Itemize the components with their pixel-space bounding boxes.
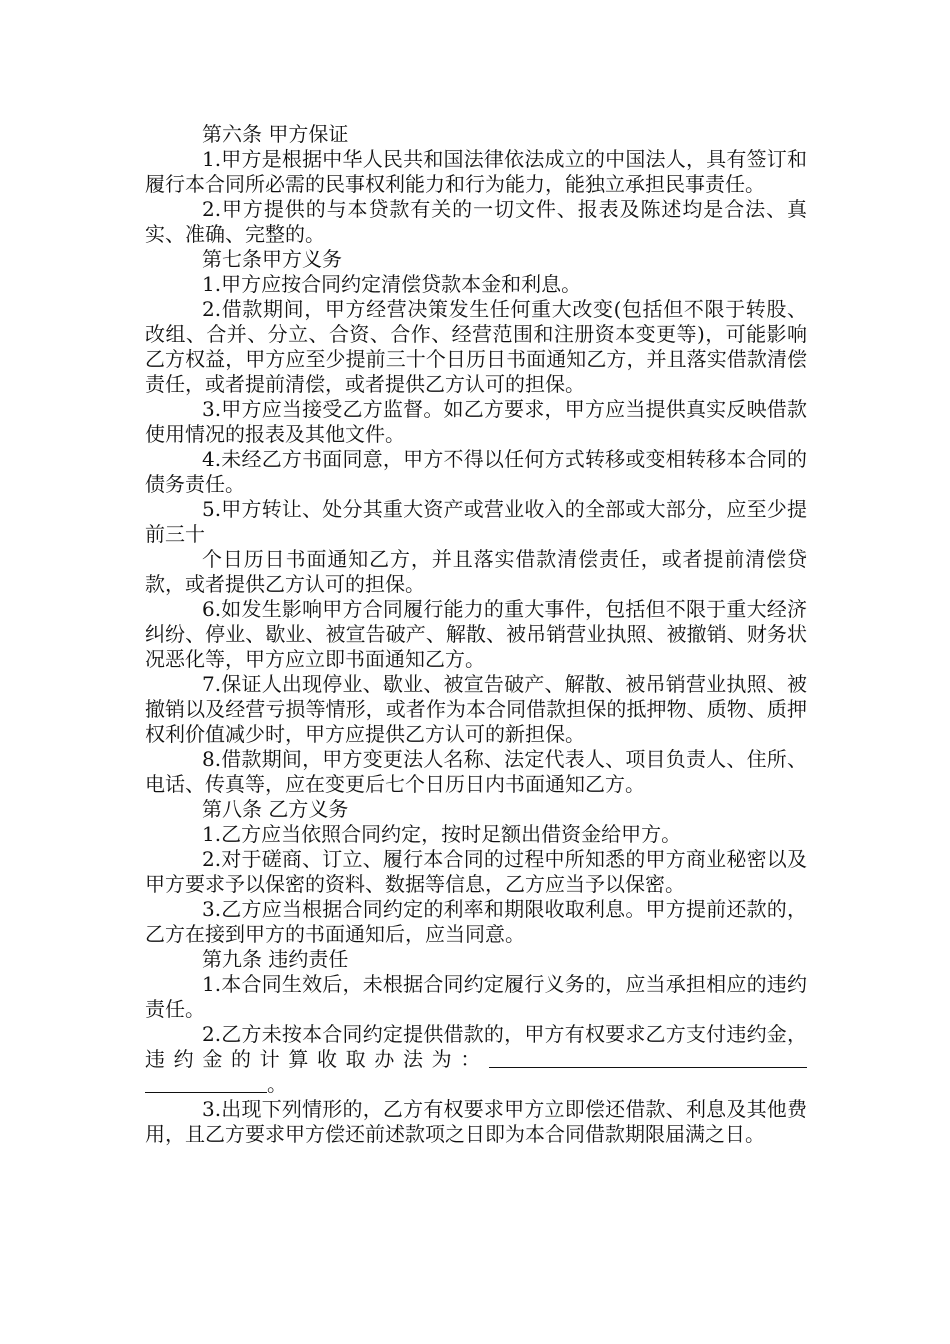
- fill-in-blank-line-continued: [145, 1072, 267, 1093]
- article-6-heading: 第六条 甲方保证: [202, 122, 349, 146]
- article-7-item-5-continued: 个日历日书面通知乙方，并且落实借款清偿责任，或者提前清偿贷款，或者提供乙方认可的担保。: [145, 547, 807, 596]
- article-7-item-1: 1.甲方应按合同约定清偿贷款本金和利息。: [202, 272, 582, 296]
- article-8-item-3: 3.乙方应当根据合同约定的利率和期限收取利息。甲方提前还款的，乙方在接到甲方的书面通知后，应当同意。: [145, 897, 807, 946]
- article-7-item-7: 7.保证人出现停业、歇业、被宣告破产、解散、被吊销营业执照、被撤销以及经营亏损等情形，或者作为本合同借款担保的抵押物、质物、质押权利价值减少时，甲方应提供乙方认可的新担保。: [145, 672, 807, 746]
- article-6-item-1: 1.甲方是根据中华人民共和国法律依法成立的中国法人，具有签订和履行本合同所必需的民事权利能力和行为能力，能独立承担民事责任。: [145, 147, 807, 196]
- article-9-item-1: 1.本合同生效后，未根据合同约定履行义务的，应当承担相应的违约责任。: [145, 972, 807, 1021]
- contract-page: [145, 122, 807, 1147]
- article-8-item-2: 2.对于磋商、订立、履行本合同的过程中所知悉的甲方商业秘密以及甲方要求予以保密的资料、数据等信息，乙方应当予以保密。: [145, 847, 807, 896]
- article-7-item-2: 2.借款期间，甲方经营决策发生任何重大改变(包括但不限于转股、改组、合并、分立、合资、合作、经营范围和注册资本变更等)，可能影响乙方权益，甲方应至少提前三十个日历日书面通知乙方，并且落实借款清偿责任，或者提前清偿，或者提供乙方认可的担保。: [145, 297, 807, 396]
- article-7-item-6: 6.如发生影响甲方合同履行能力的重大事件，包括但不限于重大经济纠纷、停业、歇业、被宣告破产、解散、被吊销营业执照、被撤销、财务状况恶化等，甲方应立即书面通知乙方。: [145, 597, 807, 671]
- article-7-heading: 第七条甲方义务: [202, 247, 342, 271]
- article-9-item-2: [145, 1022, 807, 1097]
- article-8-item-1: 1.乙方应当依照合同约定，按时足额出借资金给甲方。: [202, 822, 682, 846]
- article-7-item-8: 8.借款期间，甲方变更法人名称、法定代表人、项目负责人、住所、电话、传真等，应在变更后七个日历日内书面通知乙方。: [145, 747, 807, 796]
- article-8-heading: 第八条 乙方义务: [202, 797, 349, 821]
- article-7-item-5: 5.甲方转让、处分其重大资产或营业收入的全部或大部分，应至少提前三十: [145, 497, 807, 546]
- article-9-item-2-end: 。: [267, 1072, 287, 1096]
- article-9-item-3: 3.出现下列情形的，乙方有权要求甲方立即偿还借款、利息及其他费用，且乙方要求甲方偿还前述款项之日即为本合同借款期限届满之日。: [145, 1097, 807, 1146]
- fill-in-blank-line: [489, 1047, 807, 1068]
- article-7-item-3: 3.甲方应当接受乙方监督。如乙方要求，甲方应当提供真实反映借款使用情况的报表及其他文件。: [145, 397, 807, 446]
- article-9-heading: 第九条 违约责任: [202, 947, 349, 971]
- article-7-item-4: 4.未经乙方书面同意，甲方不得以任何方式转移或变相转移本合同的债务责任。: [145, 447, 807, 496]
- article-6-item-2: 2.甲方提供的与本贷款有关的一切文件、报表及陈述均是合法、真实、准确、完整的。: [145, 197, 807, 246]
- article-9-item-2-text: 2.乙方未按本合同约定提供借款的，甲方有权要求乙方支付违约金，违约金的计算收取办法为：: [145, 1022, 807, 1071]
